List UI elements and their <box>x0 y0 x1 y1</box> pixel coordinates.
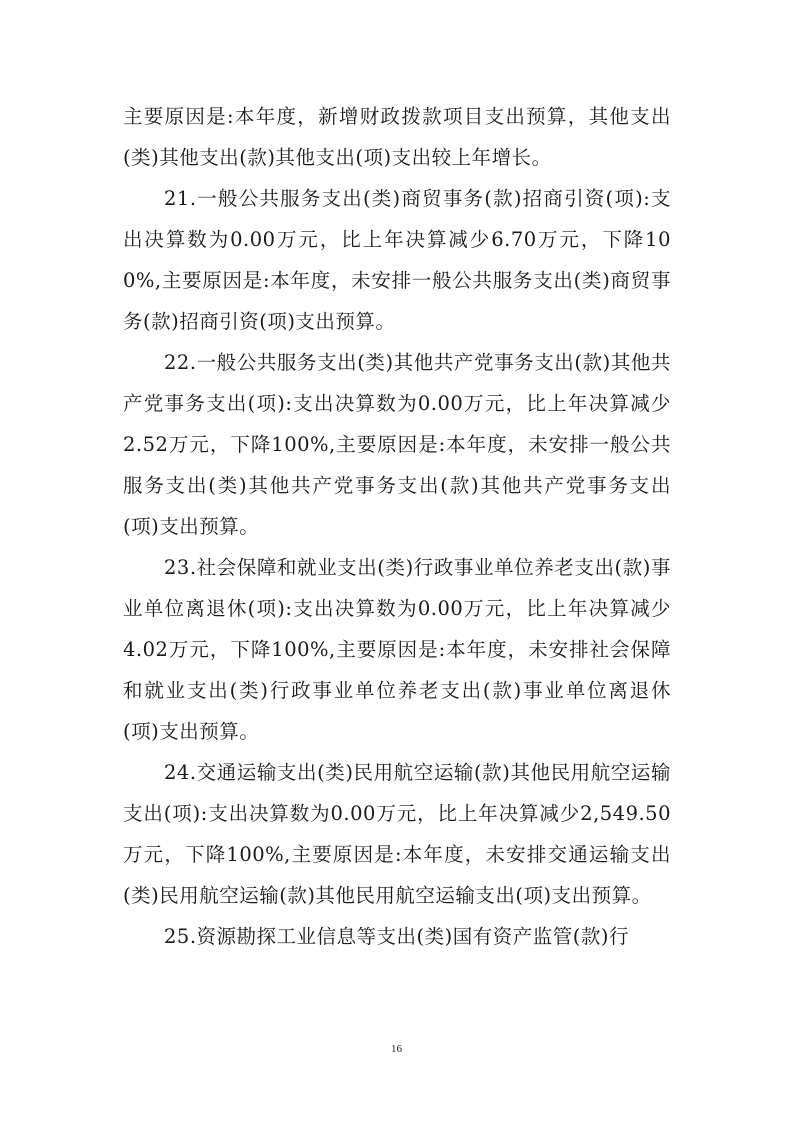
paragraph-item-23: 23.社会保障和就业支出(类)行政事业单位养老支出(款)事业单位离退休(项):支出决算数为0.00万元，比上年决算减少4.02万元，下降100%,主要原因是:本年度，未安排社会保障和就业支出(类)行政事业单位养老支出(款)事业单位离退休(项)支出预算。 <box>123 556 671 743</box>
paragraph-continuation: 主要原因是:本年度，新增财政拨款项目支出预算，其他支出(类)其他支出(款)其他支出(项)支出较上年增长。 <box>123 105 671 169</box>
paragraph-item-25: 25.资源勘探工业信息等支出(类)国有资产监管(款)行 <box>164 925 629 948</box>
page-number: 16 <box>391 1043 402 1055</box>
paragraph-item-22: 22.一般公共服务支出(类)其他共产党事务支出(款)其他共产党事务支出(项):支出决算数为0.00万元，比上年决算减少2.52万元，下降100%,主要原因是:本年度，未安排一般公共服务支出(类)其他共产党事务支出(款)其他共产党事务支出(项)支出预算。 <box>123 351 671 538</box>
paragraph-item-24: 24.交通运输支出(类)民用航空运输(款)其他民用航空运输支出(项):支出决算数为0.00万元，比上年决算减少2,549.50万元，下降100%,主要原因是:本年度，未安排交通运输支出(类)民用航空运输(款)其他民用航空运输支出(项)支出预算。 <box>123 761 671 907</box>
body-text <box>123 96 671 957</box>
paragraph-item-21: 21.一般公共服务支出(类)商贸事务(款)招商引资(项):支出决算数为0.00万元，比上年决算减少6.70万元，下降100%,主要原因是:本年度，未安排一般公共服务支出(类)商贸事务(款)招商引资(项)支出预算。 <box>123 187 671 333</box>
